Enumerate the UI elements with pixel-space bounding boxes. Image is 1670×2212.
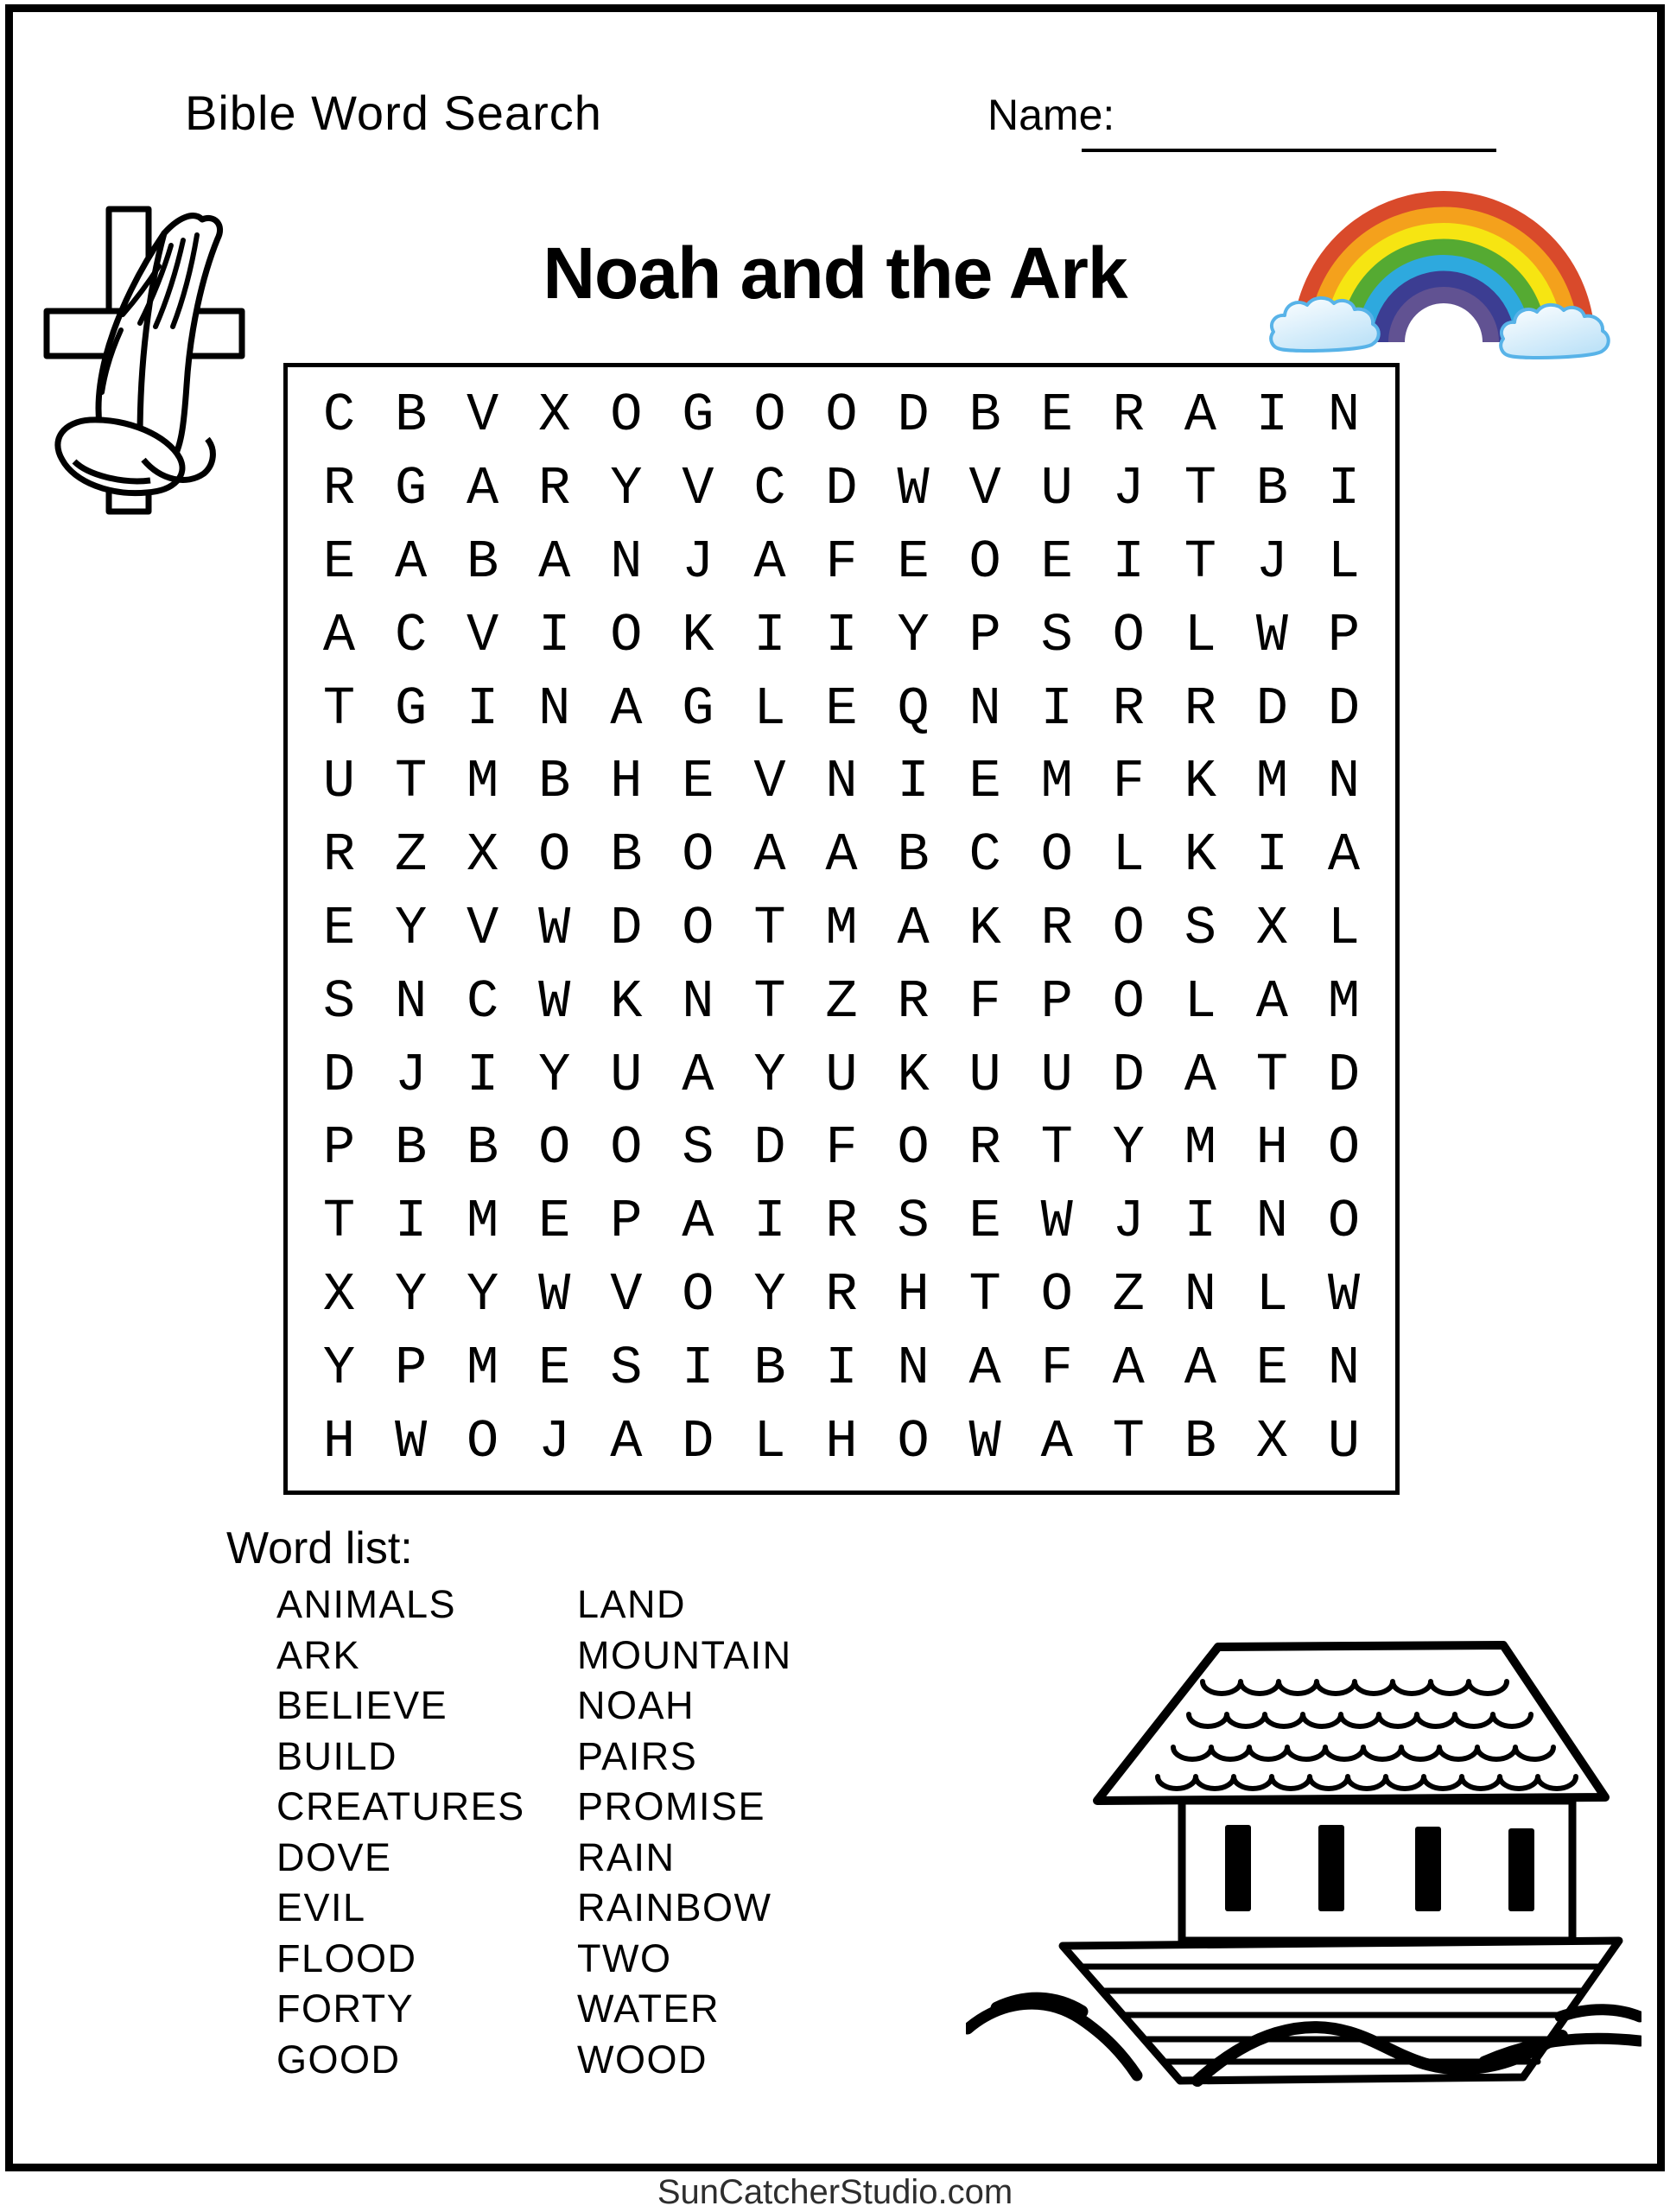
grid-letter: U xyxy=(825,1044,858,1106)
grid-letter: P xyxy=(394,1337,428,1399)
cabin-window-3 xyxy=(1415,1827,1441,1911)
grid-letter: K xyxy=(897,1044,930,1106)
grid-letter: R xyxy=(968,1117,1001,1179)
grid-letter: M xyxy=(1255,751,1288,813)
grid-letter: I xyxy=(467,1044,499,1106)
grid-letter: N xyxy=(1327,385,1361,447)
word-list-heading: Word list: xyxy=(226,1523,413,1573)
grid-letter: P xyxy=(1327,604,1361,666)
grid-letter: J xyxy=(1112,458,1145,520)
grid-letter: N xyxy=(1184,1263,1216,1325)
grid-letter: Y xyxy=(753,1044,786,1106)
word-list-item: LAND xyxy=(577,1582,687,1627)
grid-letter: R xyxy=(322,824,356,887)
grid-letter: O xyxy=(1112,604,1145,666)
grid-letter: Y xyxy=(394,1263,428,1325)
grid-letter: T xyxy=(1184,531,1216,593)
grid-letter: I xyxy=(682,1337,714,1399)
grid-letter: J xyxy=(1112,1191,1145,1253)
grid-letter: A xyxy=(1040,1410,1073,1472)
grid-letter: H xyxy=(1255,1117,1288,1179)
wave-right-accent xyxy=(1560,2010,1640,2017)
word-search-grid xyxy=(283,363,1400,1495)
grid-letter: L xyxy=(1327,897,1361,959)
grid-letter: Y xyxy=(753,1263,786,1325)
grid-letter: D xyxy=(322,1044,356,1106)
grid-letter: O xyxy=(1327,1191,1361,1253)
grid-letter: O xyxy=(1040,1263,1073,1325)
grid-letter: X xyxy=(1255,897,1288,959)
grid-letter: I xyxy=(753,1191,786,1253)
grid-letter: D xyxy=(1327,1044,1361,1106)
grid-letter: V xyxy=(610,1263,643,1325)
grid-letter: K xyxy=(968,897,1001,959)
word-list-item: DOVE xyxy=(276,1834,392,1879)
grid-letter: E xyxy=(1040,531,1073,593)
word-list-item: EVIL xyxy=(276,1885,366,1930)
grid-letter: R xyxy=(538,458,571,520)
grid-letter: W xyxy=(538,1263,571,1325)
grid-letter: A xyxy=(682,1191,714,1253)
grid-letter: L xyxy=(1184,604,1216,666)
cabin-window-1 xyxy=(1225,1825,1251,1911)
word-list-item: FLOOD xyxy=(276,1936,417,1980)
grid-letter: E xyxy=(538,1191,571,1253)
rainbow-with-clouds-illustration xyxy=(1267,173,1619,361)
grid-letter: W xyxy=(394,1410,428,1472)
grid-letter: D xyxy=(610,897,643,959)
grid-letter: Q xyxy=(897,677,930,740)
word-list-item: RAIN xyxy=(577,1834,676,1879)
word-list-item: RAINBOW xyxy=(577,1885,772,1930)
grid-letter: O xyxy=(538,824,571,887)
grid-letter: G xyxy=(394,677,428,740)
grid-letter: I xyxy=(1255,385,1288,447)
grid-letter: N xyxy=(1327,751,1361,813)
grid-letter: M xyxy=(1040,751,1073,813)
grid-letter: W xyxy=(897,458,930,520)
grid-letter: S xyxy=(1040,604,1073,666)
grid-letter: R xyxy=(1040,897,1073,959)
word-list-item: GOOD xyxy=(276,2037,401,2082)
grid-letter: S xyxy=(610,1337,643,1399)
grid-letter: T xyxy=(753,897,786,959)
grid-letter: D xyxy=(682,1410,714,1472)
word-list-item: PROMISE xyxy=(577,1784,766,1829)
grid-letter: I xyxy=(1255,824,1288,887)
grid-letter: B xyxy=(467,1117,499,1179)
grid-letter: T xyxy=(394,751,428,813)
grid-letter: V xyxy=(753,751,786,813)
grid-letter: X xyxy=(467,824,499,887)
grid-letter: E xyxy=(1040,385,1073,447)
grid-letter: E xyxy=(322,531,356,593)
grid-letter: F xyxy=(1040,1337,1073,1399)
grid-letter: D xyxy=(753,1117,786,1179)
grid-letter: C xyxy=(394,604,428,666)
grid-letter: B xyxy=(538,751,571,813)
grid-letter: H xyxy=(322,1410,356,1472)
grid-letter: A xyxy=(1112,1337,1145,1399)
grid-letter: E xyxy=(825,677,858,740)
word-list-column-1 xyxy=(276,1580,525,2085)
grid-letter: P xyxy=(610,1191,643,1253)
grid-letter: B xyxy=(394,1117,428,1179)
grid-letter: N xyxy=(538,677,571,740)
grid-letter: H xyxy=(825,1410,858,1472)
grid-letter: A xyxy=(682,1044,714,1106)
grid-letter: W xyxy=(538,897,571,959)
grid-letter: R xyxy=(1112,677,1145,740)
grid-letter: I xyxy=(467,677,499,740)
grid-letter: K xyxy=(682,604,714,666)
grid-letter: D xyxy=(1327,677,1361,740)
puzzle-title: Noah and the Ark xyxy=(543,232,1127,314)
grid-letter: Y xyxy=(467,1263,499,1325)
grid-letter: S xyxy=(897,1191,930,1253)
grid-letter: M xyxy=(467,1191,499,1253)
word-list-item: TWO xyxy=(577,1936,672,1980)
grid-letter: L xyxy=(1327,531,1361,593)
grid-letter: A xyxy=(1184,385,1216,447)
word-list-item: PAIRS xyxy=(577,1733,698,1778)
grid-letter: Y xyxy=(394,897,428,959)
grid-letter: O xyxy=(897,1117,930,1179)
grid-letter: O xyxy=(1112,970,1145,1033)
rainbow-band-purple xyxy=(1397,296,1491,342)
grid-letter: E xyxy=(1255,1337,1288,1399)
grid-letter: R xyxy=(1184,677,1216,740)
cabin-window-4 xyxy=(1508,1828,1534,1911)
word-list-item: BUILD xyxy=(276,1733,398,1778)
grid-letter: M xyxy=(467,1337,499,1399)
grid-letter: K xyxy=(610,970,643,1033)
grid-letter: R xyxy=(825,1191,858,1253)
word-list-item: WOOD xyxy=(577,2037,708,2082)
grid-letter: F xyxy=(825,1117,858,1179)
grid-letter: I xyxy=(1327,458,1361,520)
grid-letter: E xyxy=(968,1191,1001,1253)
grid-letter: A xyxy=(538,531,571,593)
grid-letter: A xyxy=(1255,970,1288,1033)
grid-letter: S xyxy=(1184,897,1216,959)
grid-letter: S xyxy=(682,1117,714,1179)
grid-letter: T xyxy=(1184,458,1216,520)
grid-letter: O xyxy=(538,1117,571,1179)
grid-letter: U xyxy=(968,1044,1001,1106)
grid-letter: W xyxy=(968,1410,1001,1472)
grid-letter: J xyxy=(682,531,714,593)
grid-letter: I xyxy=(394,1191,428,1253)
grid-letter: A xyxy=(1184,1044,1216,1106)
grid-letter: O xyxy=(610,1117,643,1179)
brand-heading: Bible Word Search xyxy=(185,86,602,140)
grid-letter: Y xyxy=(1112,1117,1145,1179)
wave-left xyxy=(968,2004,1137,2075)
grid-letter: V xyxy=(467,604,499,666)
word-list-item: FORTY xyxy=(276,1986,415,2031)
grid-letter: N xyxy=(1255,1191,1288,1253)
grid-letter: A xyxy=(322,604,356,666)
grid-letter: D xyxy=(1112,1044,1145,1106)
grid-letter: O xyxy=(897,1410,930,1472)
grid-letter: W xyxy=(1327,1263,1361,1325)
grid-letter: I xyxy=(538,604,571,666)
grid-letter: C xyxy=(467,970,499,1033)
grid-letter: A xyxy=(610,677,643,740)
grid-letter: B xyxy=(1184,1410,1216,1472)
rainbow-clouds xyxy=(1271,298,1609,358)
grid-letter: Y xyxy=(610,458,643,520)
grid-letter: A xyxy=(394,531,428,593)
grid-letter: U xyxy=(610,1044,643,1106)
grid-letter: A xyxy=(897,897,930,959)
grid-letter: V xyxy=(467,385,499,447)
grid-letter: F xyxy=(1112,751,1145,813)
grid-letter: I xyxy=(1184,1191,1216,1253)
grid-letter: T xyxy=(968,1263,1001,1325)
grid-letter: Y xyxy=(897,604,930,666)
grid-letter: E xyxy=(538,1337,571,1399)
grid-letter: D xyxy=(825,458,858,520)
grid-letter: A xyxy=(753,531,786,593)
grid-letter: O xyxy=(682,824,714,887)
grid-letter: B xyxy=(753,1337,786,1399)
grid-letter: R xyxy=(825,1263,858,1325)
praying-hands-cross-illustration xyxy=(33,200,256,548)
grid-letter: X xyxy=(1255,1410,1288,1472)
word-list-item: CREATURES xyxy=(276,1784,525,1829)
grid-letter: Z xyxy=(394,824,428,887)
grid-letter: J xyxy=(1255,531,1288,593)
grid-letter: J xyxy=(538,1410,571,1472)
word-list-item: WATER xyxy=(577,1986,720,2031)
grid-letter: X xyxy=(538,385,571,447)
grid-letter: F xyxy=(825,531,858,593)
grid-letter: I xyxy=(1112,531,1145,593)
grid-letter: A xyxy=(753,824,786,887)
grid-letter: B xyxy=(1255,458,1288,520)
word-list-item: ANIMALS xyxy=(276,1582,457,1627)
grid-letter: B xyxy=(467,531,499,593)
grid-letter: Z xyxy=(825,970,858,1033)
grid-letter: B xyxy=(897,824,930,887)
grid-letter: O xyxy=(968,531,1001,593)
grid-letter: R xyxy=(897,970,930,1033)
grid-letter: L xyxy=(753,677,786,740)
grid-letter: P xyxy=(1040,970,1073,1033)
grid-letter: B xyxy=(610,824,643,887)
grid-letter: N xyxy=(1327,1337,1361,1399)
grid-letter: O xyxy=(682,1263,714,1325)
grid-letter: I xyxy=(1040,677,1073,740)
grid-letter: N xyxy=(682,970,714,1033)
grid-letter: R xyxy=(322,458,356,520)
grid-letter: M xyxy=(1184,1117,1216,1179)
grid-letter: U xyxy=(1040,1044,1073,1106)
grid-letter: E xyxy=(322,897,356,959)
grid-letter: A xyxy=(968,1337,1001,1399)
grid-letter: Y xyxy=(538,1044,571,1106)
grid-letter: A xyxy=(1184,1337,1216,1399)
grid-letter: V xyxy=(467,897,499,959)
word-list-column-2 xyxy=(577,1580,792,2085)
cabin-window-2 xyxy=(1318,1825,1344,1911)
grid-letter: W xyxy=(538,970,571,1033)
grid-letter: H xyxy=(897,1263,930,1325)
grid-letter: D xyxy=(1255,677,1288,740)
word-list-item: MOUNTAIN xyxy=(577,1632,792,1677)
grid-letter: J xyxy=(394,1044,428,1106)
grid-letter: L xyxy=(1112,824,1145,887)
grid-letter: E xyxy=(968,751,1001,813)
grid-letter: C xyxy=(322,385,356,447)
grid-letter: A xyxy=(467,458,499,520)
grid-letter: O xyxy=(825,385,858,447)
grid-letter: V xyxy=(682,458,714,520)
grid-letter: T xyxy=(753,970,786,1033)
grid-letter: E xyxy=(682,751,714,813)
grid-letter: O xyxy=(610,385,643,447)
grid-letter: N xyxy=(897,1337,930,1399)
grid-letter: O xyxy=(682,897,714,959)
grid-letter: O xyxy=(467,1410,499,1472)
grid-letter: N xyxy=(968,677,1001,740)
footer-site-credit: SunCatcherStudio.com xyxy=(657,2173,1013,2211)
word-list-item: ARK xyxy=(276,1632,361,1677)
grid-letter: P xyxy=(322,1117,356,1179)
grid-letter: L xyxy=(1255,1263,1288,1325)
grid-letter: Y xyxy=(322,1337,356,1399)
grid-letter: O xyxy=(1112,897,1145,959)
grid-letter: F xyxy=(968,970,1001,1033)
grid-letter: L xyxy=(753,1410,786,1472)
grid-letter: I xyxy=(825,604,858,666)
grid-letter: K xyxy=(1184,751,1216,813)
grid-letter: P xyxy=(968,604,1001,666)
grid-letter: A xyxy=(825,824,858,887)
grid-letter: T xyxy=(322,677,356,740)
grid-letter: N xyxy=(610,531,643,593)
grid-letter: S xyxy=(322,970,356,1033)
grid-letter: O xyxy=(1327,1117,1361,1179)
grid-letter: M xyxy=(467,751,499,813)
grid-letter: O xyxy=(753,385,786,447)
grid-letter: V xyxy=(968,458,1001,520)
grid-letter: M xyxy=(825,897,858,959)
grid-letter: W xyxy=(1040,1191,1073,1253)
grid-letter: L xyxy=(1184,970,1216,1033)
grid-letter: T xyxy=(1040,1117,1073,1179)
grid-letter: I xyxy=(897,751,930,813)
grid-letter: U xyxy=(322,751,356,813)
word-list-item: BELIEVE xyxy=(276,1683,448,1728)
grid-letter: M xyxy=(1327,970,1361,1033)
grid-letter: B xyxy=(394,385,428,447)
grid-letter: W xyxy=(1255,604,1288,666)
grid-letter: C xyxy=(753,458,786,520)
grid-letter: G xyxy=(394,458,428,520)
grid-letter: X xyxy=(322,1263,356,1325)
grid-letter: R xyxy=(1112,385,1145,447)
grid-letter: H xyxy=(610,751,643,813)
grid-letter: N xyxy=(394,970,428,1033)
grid-letter: C xyxy=(968,824,1001,887)
grid-letter: N xyxy=(825,751,858,813)
grid-letter: A xyxy=(610,1410,643,1472)
grid-letter: O xyxy=(1040,824,1073,887)
grid-letter: B xyxy=(968,385,1001,447)
grid-letter: A xyxy=(1327,824,1361,887)
name-blank-line xyxy=(1082,102,1496,152)
grid-letter: G xyxy=(682,677,714,740)
grid-letter: O xyxy=(610,604,643,666)
grid-letter: I xyxy=(825,1337,858,1399)
cloud-right xyxy=(1501,305,1609,358)
noahs-ark-illustration xyxy=(966,1628,1641,2119)
grid-letter: T xyxy=(322,1191,356,1253)
grid-letter: T xyxy=(1255,1044,1288,1106)
grid-letter: Z xyxy=(1112,1263,1145,1325)
word-list-item: NOAH xyxy=(577,1683,695,1728)
grid-letter: E xyxy=(897,531,930,593)
grid-letter: G xyxy=(682,385,714,447)
grid-letter: U xyxy=(1327,1410,1361,1472)
grid-letter: I xyxy=(753,604,786,666)
name-label: Name: xyxy=(987,91,1115,139)
grid-letter: U xyxy=(1040,458,1073,520)
grid-letter: D xyxy=(897,385,930,447)
grid-letter: T xyxy=(1112,1410,1145,1472)
grid-letter: K xyxy=(1184,824,1216,887)
